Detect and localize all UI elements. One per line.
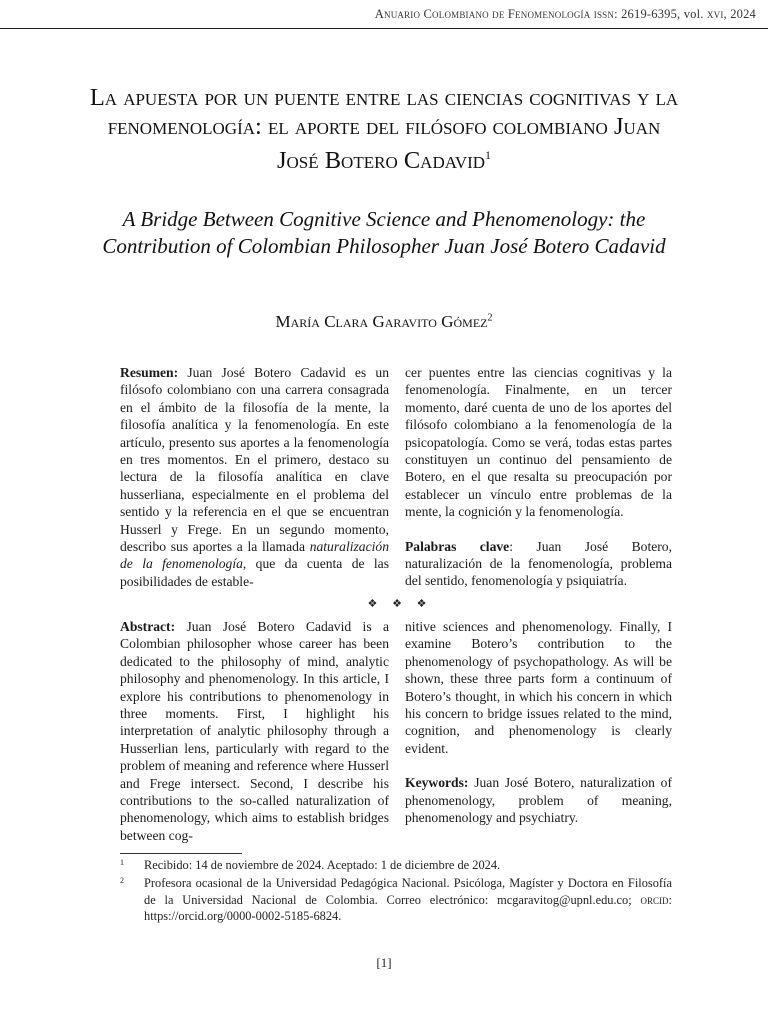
- abstract-paragraph: [120, 618, 389, 844]
- journal-name: Anuario Colombiano de Fenomenología: [374, 7, 591, 21]
- running-head: [375, 7, 756, 22]
- resumen-column-right: [405, 364, 672, 590]
- footnote-rule: [120, 853, 242, 854]
- palabras-clave-paragraph: [405, 538, 672, 590]
- palabras-clave-text: : Juan José Botero, naturalización de la fenomenología, problema del sentido, fenomenología y psiquiatría.: [405, 538, 672, 589]
- footnote-1-number: 1: [120, 858, 124, 867]
- page-number: [1]: [376, 955, 392, 970]
- resumen-paragraph: [120, 364, 389, 590]
- palabras-clave-label: Palabras clave: [405, 538, 510, 554]
- issn-number: : 2619-6395, vol.: [614, 7, 707, 21]
- footnote-1: [120, 857, 672, 874]
- footnote-1-text: Recibido: 14 de noviembre de 2024. Aceptado: 1 de diciembre de 2024.: [144, 858, 501, 872]
- title-footnote-mark[interactable]: 1: [485, 148, 492, 162]
- abstract-label: Abstract:: [120, 619, 176, 634]
- section-divider-ornament: ❖ ❖ ❖: [367, 598, 433, 610]
- abstract-continuation: nitive sciences and phenomenology. Finally, I examine Botero’s contribution to the phenomenology of psychopathology. As will be shown, these three parts form a continuum of Botero’s thought, in which his concern in which his concern to bridge issues related to the mind, cognition, and phenomenology is clearly evident.: [405, 619, 672, 756]
- resumen-column-left: [120, 364, 389, 590]
- keywords-text: Juan José Botero, naturalization of phenomenology, problem of meaning, phenomenology and psychiatry.: [405, 775, 672, 826]
- resumen-italic-term: naturalización de la fenomenología: [120, 539, 389, 572]
- author-name: [84, 312, 684, 332]
- orcid-link[interactable]: : https://orcid.org/0000-0002-5185-6824.: [144, 892, 672, 923]
- resumen-text-1: Juan José Botero Cadavid es un filósofo colombiano con una carrera consagrada en el ámbito de la filosofía de la mente, la filosofía analítica y la fenomenología. En este artículo, presento sus aportes a la fenomenología en tres momentos. En el primero, destaco su lectura de la filosofía analítica en clave husserliana, especialmente en el problema del sentido y la referencia en el que se encuentran Husserl y Frege. En un segundo momento, describo sus aportes a la llamada: [120, 365, 389, 555]
- keywords-paragraph: [405, 774, 672, 826]
- abstract-text-left: Juan José Botero Cadavid is a Colombian philosopher whose career has been dedicated to the philosophy of mind, analytic philosophy and phenomenology. In this article, I explore his contributions to phenomenology in three moments. First, I highlight his interpretation of analytic philosophy through a Husserlian lens, particularly with regard to the problem of meaning and reference where Husserl and Frege intersect. Second, I describe his contributions to the so-called naturalization of phenomenology, which aims to establish bridges between cog-: [120, 619, 389, 843]
- footnote-2-text: [144, 875, 672, 925]
- resumen-text-2: , que da cuenta de las posibilidades de estable-: [120, 556, 389, 589]
- resumen-label: Resumen:: [120, 365, 179, 380]
- footnote-2-number: 2: [120, 876, 124, 885]
- author-name-text: María Clara Garavito Gómez: [275, 312, 488, 331]
- resumen-continuation: cer puentes entre las ciencias cognitivas y la fenomenología. Finalmente, en un tercer momento, daré cuenta de uno de los aportes del filósofo colombiano a la fenomenología de la psicopatología. Como se verá, todas estas partes constituyen un continuo del pensamiento de Botero, en el que resalta su preocupación por establecer un vínculo entre problemas de la mente, la cognición y la fenomenología.: [405, 365, 672, 520]
- header-rule: [0, 28, 768, 29]
- volume-number: xvi: [706, 7, 724, 21]
- author-footnote-mark[interactable]: 2: [487, 312, 493, 324]
- abstract-column-right: [405, 618, 672, 826]
- year: , 2024: [723, 7, 756, 21]
- issn-label: issn: [593, 7, 615, 21]
- article-title-english: A Bridge Between Cognitive Science and Phenomenology: the Contribution of Colombian Philosopher Juan José Botero Cadavid: [102, 207, 666, 258]
- keywords-label: Keywords:: [405, 775, 469, 791]
- title-es-text: La apuesta por un puente entre las ciencias cognitivas y la fenomenología: el aporte del filósofo colombiano Juan José Botero Cadavid: [89, 84, 679, 175]
- article-title-spanish: [84, 83, 684, 175]
- footnote-2-body: Profesora ocasional de la Universidad Pedagógica Nacional. Psicóloga, Magíster y Doctora en Filosofía de la Universidad Nacional de Colombia. Correo electrónico: mcgaravitog@upnl.edu.co;: [144, 876, 672, 907]
- footnote-2: [120, 875, 672, 925]
- abstract-column-left: [120, 618, 389, 844]
- orcid-label: orcid: [640, 892, 669, 907]
